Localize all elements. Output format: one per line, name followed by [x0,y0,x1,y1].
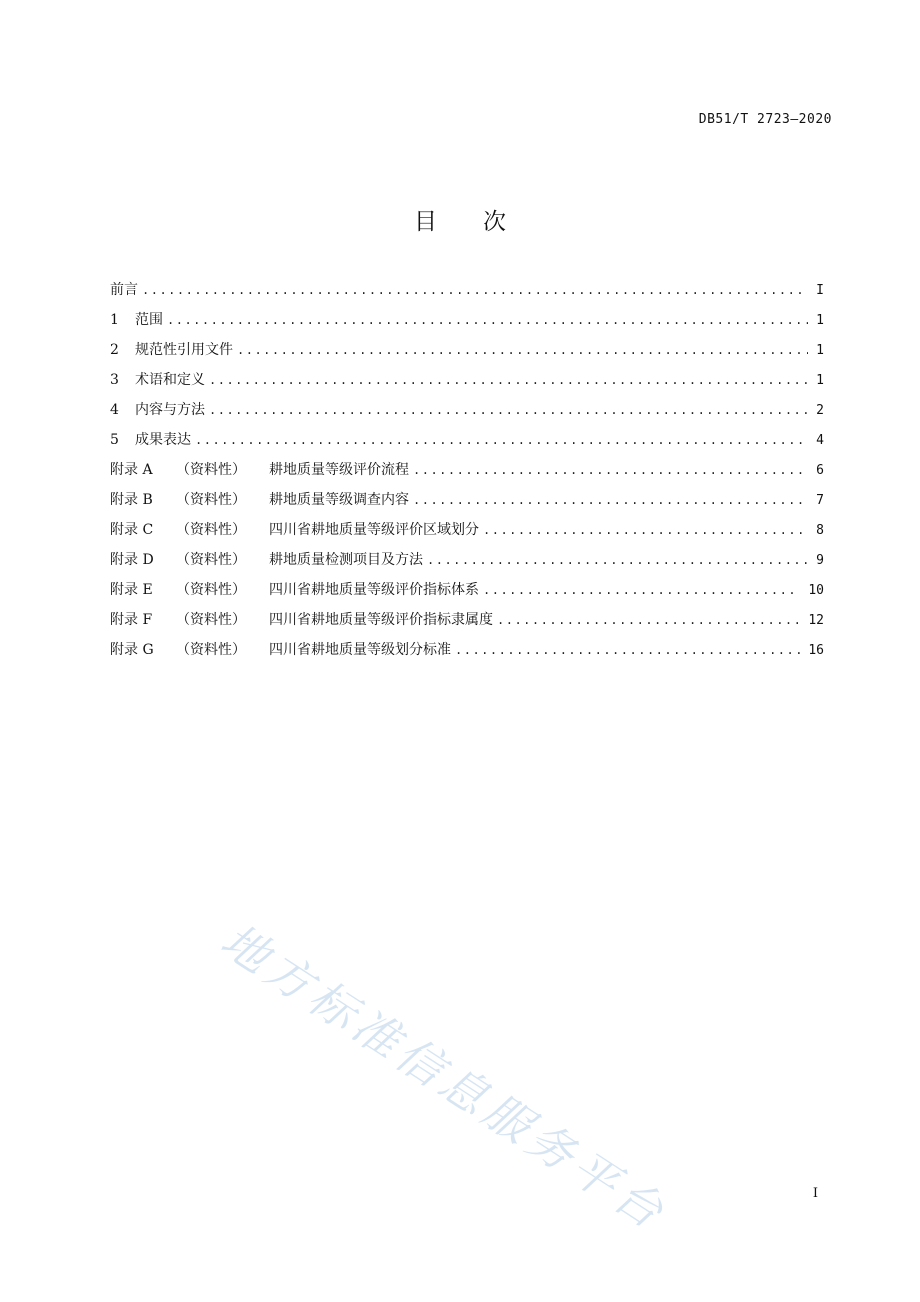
toc-entry-text: 四川省耕地质量等级评价指标体系 [269,582,479,598]
toc-appendix-id: 附录 C [110,522,154,538]
toc-appendix-note: （资料性） [176,522,246,538]
toc-label [110,309,163,331]
toc-entry-3[interactable] [110,369,824,399]
toc-label [110,489,409,511]
toc-entry-text: 前言 [110,282,138,298]
toc-label [110,519,479,541]
toc-entry-text: 耕地质量等级调查内容 [269,492,409,508]
toc-page-number: 4 [816,433,824,448]
toc-label [110,279,138,301]
toc-page-number: I [816,283,824,298]
toc-leader-dots [142,279,808,301]
toc-entry-5[interactable] [110,429,824,459]
document-code: DB51/T 2723—2020 [698,112,832,127]
toc-section-number: 3 [110,372,119,388]
toc-appendix-id: 附录 D [110,552,154,568]
toc-label [110,579,479,601]
toc-label [110,369,205,391]
toc-appendix-id: 附录 B [110,492,153,508]
toc-section-number: 5 [110,432,119,448]
toc-appendix-id: 附录 G [110,642,154,658]
toc-appendix-id: 附录 E [110,582,153,598]
toc-label [110,549,423,571]
toc-entry-appendix-e[interactable] [110,579,824,609]
toc-label [110,609,493,631]
toc-entry-appendix-d[interactable] [110,549,824,579]
toc-entry-text: 四川省耕地质量等级评价指标隶属度 [269,612,493,628]
toc-appendix-note: （资料性） [176,612,246,628]
toc-section-number: 2 [110,342,119,358]
watermark: 地方标准信息服务平台 [211,912,678,1242]
toc-page-number: 2 [816,403,824,418]
toc-leader-dots [455,639,800,661]
toc-entry-text: 术语和定义 [135,372,205,388]
toc-leader-dots [483,579,800,601]
toc-appendix-note: （资料性） [176,552,246,568]
toc-page-number: 7 [816,493,824,508]
toc-page-number: 6 [816,463,824,478]
toc-entry-text: 范围 [135,312,163,328]
toc-entry-1[interactable] [110,309,824,339]
table-of-contents [110,279,824,669]
toc-leader-dots [483,519,808,541]
toc-page-number: 12 [808,613,824,628]
toc-appendix-note: （资料性） [176,642,246,658]
toc-entry-text: 四川省耕地质量等级评价区域划分 [269,522,479,538]
page-title: 目次 [414,209,552,235]
toc-leader-dots [209,369,808,391]
toc-appendix-id: 附录 A [110,462,153,478]
toc-leader-dots [427,549,808,571]
toc-entry-text: 内容与方法 [135,402,205,418]
toc-entry-text: 规范性引用文件 [135,342,233,358]
toc-entry-text: 四川省耕地质量等级划分标准 [269,642,451,658]
toc-appendix-note: （资料性） [176,462,246,478]
page-number: I [812,1186,818,1201]
toc-label [110,459,409,481]
toc-section-number: 1 [110,312,119,328]
toc-entry-appendix-g[interactable] [110,639,824,669]
toc-entry-4[interactable] [110,399,824,429]
toc-entry-text: 成果表达 [135,432,191,448]
toc-page-number: 1 [816,313,824,328]
toc-page-number: 1 [816,343,824,358]
toc-entry-text: 耕地质量等级评价流程 [269,462,409,478]
toc-leader-dots [413,459,808,481]
toc-leader-dots [195,429,808,451]
toc-label [110,399,205,421]
toc-leader-dots [167,309,808,331]
toc-entry-appendix-c[interactable] [110,519,824,549]
toc-entry-appendix-f[interactable] [110,609,824,639]
toc-page-number: 9 [816,553,824,568]
toc-label [110,339,233,361]
toc-leader-dots [497,609,800,631]
toc-page-number: 10 [808,583,824,598]
toc-page-number: 1 [816,373,824,388]
toc-appendix-note: （资料性） [176,582,246,598]
toc-page-number: 16 [808,643,824,658]
toc-entry-preface[interactable] [110,279,824,309]
toc-leader-dots [237,339,808,361]
toc-appendix-note: （资料性） [176,492,246,508]
toc-label [110,429,191,451]
toc-leader-dots [413,489,808,511]
toc-entry-2[interactable] [110,339,824,369]
toc-leader-dots [209,399,808,421]
toc-page-number: 8 [816,523,824,538]
toc-entry-appendix-b[interactable] [110,489,824,519]
toc-label [110,639,451,661]
toc-appendix-id: 附录 F [110,612,153,628]
toc-entry-text: 耕地质量检测项目及方法 [269,552,423,568]
toc-entry-appendix-a[interactable] [110,459,824,489]
toc-section-number: 4 [110,402,119,418]
